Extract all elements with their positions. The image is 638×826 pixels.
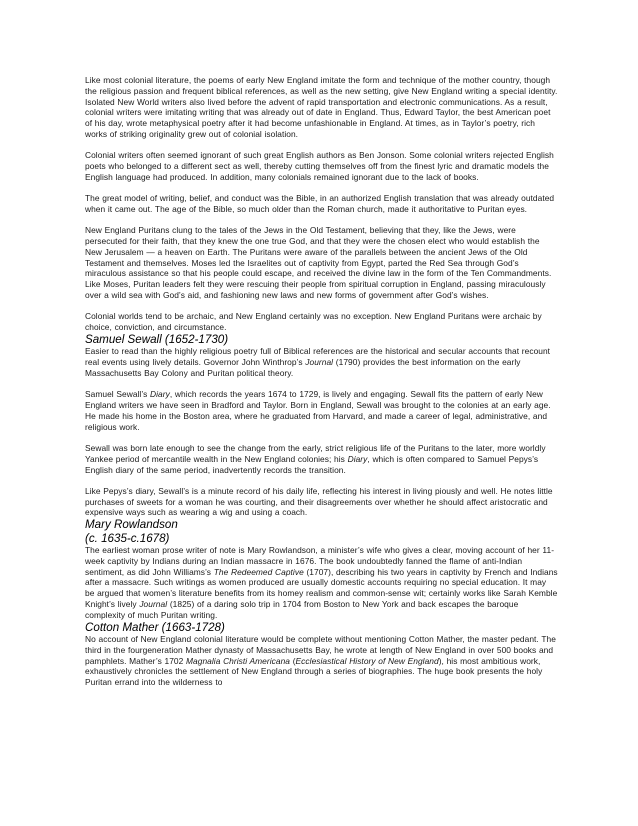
italic-title: Ecclesiastical History of New England xyxy=(295,655,439,666)
text-run: (1707), describing his two years in captivity by French and Indians after a massacre. Such writings as women produced are usually domestic accounts requiring no special education. It may be argued that women’s literature benefits from its homey realism and common-sense wit; certainly works like Sarah Kemble Knight’s lively xyxy=(85,566,558,609)
heading-cotton-mather: Cotton Mather (1663-1728) xyxy=(85,620,225,634)
text-run: No account of New England colonial literature would be complete without mentioning Cotton Mather, the master pedant. The third in the fourgeneration Mather dynasty of Massachusetts Bay, he wrote at length of New England in over 500 books and pamphlets. Mather’s 1702 xyxy=(85,634,556,666)
paragraph-bible-model: The great model of writing, belief, and conduct was the Bible, in an authorized English translation that was already outdated when it came out. The age of the Bible, so much older than the Roman church, made it authoritative to Puritan eyes. xyxy=(85,193,555,214)
text-run: (1825) of a daring solo trip in 1704 from Boston to New York and back escapes the baroque complexity of much Puritan writing. xyxy=(85,599,519,620)
paragraph-sewall-intro xyxy=(85,346,558,378)
text-run: ), his most ambitious work, exhaustively chronicles the settlement of New England through a series of biographies. The huge book presents the holy Puritan errand into the wilderness to xyxy=(85,655,543,688)
italic-title: Diary xyxy=(150,389,170,400)
italic-title: Journal xyxy=(305,357,334,368)
text-run: (1790) provides the best information on the early Massachusetts Bay Colony and Puritan political theory. xyxy=(85,357,521,378)
italic-title: Diary xyxy=(347,453,368,464)
heading-mary-rowlandson: Mary Rowlandson xyxy=(85,518,178,532)
paragraph-sewall-pepys: Like Pepys’s diary, Sewall’s is a minute record of his daily life, reflecting his interest in living piously and well. He notes little purchases of sweets for a woman he was courting, and their disagreements over whether he should affect aristocratic and expensive ways such as wearing a wig and using a coach. xyxy=(85,485,553,518)
text-run: Samuel Sewall’s xyxy=(85,389,151,400)
text-run: Easier to read than the highly religious poetry full of Biblical references are the historical and secular accounts that recount real events using lively details. Governor John Winthrop’s xyxy=(85,346,551,368)
italic-title: Journal xyxy=(139,599,168,609)
heading-samuel-sewall: Samuel Sewall (1652-1730) xyxy=(85,332,229,346)
paragraph-sewall-transition xyxy=(85,443,558,475)
text-run: Sewall was born late enough to see the change from the early, strict religious life of the Puritans to the later, more worldly Yankee period of mercantile wealth in the New England colonies; his xyxy=(85,442,546,464)
paragraph-archaic-worlds: Colonial worlds tend to be archaic, and New England certainly was no exception. New England Puritans were archaic by choice, conviction, and circumstance. xyxy=(85,311,542,333)
paragraph-colonial-poetry: Like most colonial literature, the poems of early New England imitate the form and technique of the mother country, though the religious passion and frequent biblical references, as well as the new setting, give New England writing a special identity. Isolated New World writers also lived before the advent of rapid transportation and electronic communications. As a result, colonial writers were imitating writing that was already out of date in England. Thus, Edward Taylor, the best American poet of his day, wrote metaphysical poetry after it had become unfashionable in England. At times, as in Taylor’s poetry, rich works of striking originality grew out of colonial isolation. xyxy=(85,75,558,139)
heading-rowlandson-dates: (c. 1635-c.1678) xyxy=(85,531,170,545)
paragraph-mather xyxy=(85,634,558,688)
italic-title: Magnalia Christi Americana xyxy=(186,655,291,666)
text-run: , which is often compared to Samuel Pepys’s English diary of the same period, inadvertently records the transition. xyxy=(85,453,539,475)
text-run: , which records the years 1674 to 1729, is lively and engaging. Sewall fits the pattern of early New England writers we have seen in Bradford and Taylor. Born in England, Sewall was brought to the colonies at an early age. He made his home in the Boston area, where he graduated from Harvard, and made a career of legal, administrative, and religious work. xyxy=(85,389,551,432)
paragraph-sewall-diary xyxy=(85,389,558,432)
italic-title: The Redeemed Captive xyxy=(213,566,304,577)
paragraph-colonial-writers: Colonial writers often seemed ignorant of such great English authors as Ben Jonson. Some colonial writers rejected English poets who belonged to a different sect as well, thereby cutting themselves off from the finest lyric and dramatic models the English language had produced. In addition, many colonials remained ignorant due to the lack of books. xyxy=(85,150,554,182)
text-run: ( xyxy=(290,655,296,666)
paragraph-puritans-old-testament: New England Puritans clung to the tales of the Jews in the Old Testament, believing that they, like the Jews, were persecuted for their faith, that they knew the one true God, and that they were the chosen elect who would establish the New Jerusalem — a heaven on Earth. The Puritans were aware of the parallels between the ancient Jews of the Old Testament and themselves. Moses led the Israelites out of captivity from Egypt, parted the Red Sea through God’s miraculous assistance so that his people could escape, and received the divine law in the form of the Ten Commandments. Like Moses, Puritan leaders felt they were rescuing their people from spiritual corruption in England, passing miraculously over a wild sea with God’s aid, and fashioning new laws and new forms of government after God’s wishes. xyxy=(85,225,552,301)
text-run: The earliest woman prose writer of note is Mary Rowlandson, a minister’s wife who gives a clear, moving account of her 11-week captivity by Indians during an Indian massacre in 1676. The book undoubtedly fanned the flame of anti-Indian sentiment, as did John Williams’s xyxy=(85,545,555,577)
paragraph-rowlandson xyxy=(85,545,558,621)
